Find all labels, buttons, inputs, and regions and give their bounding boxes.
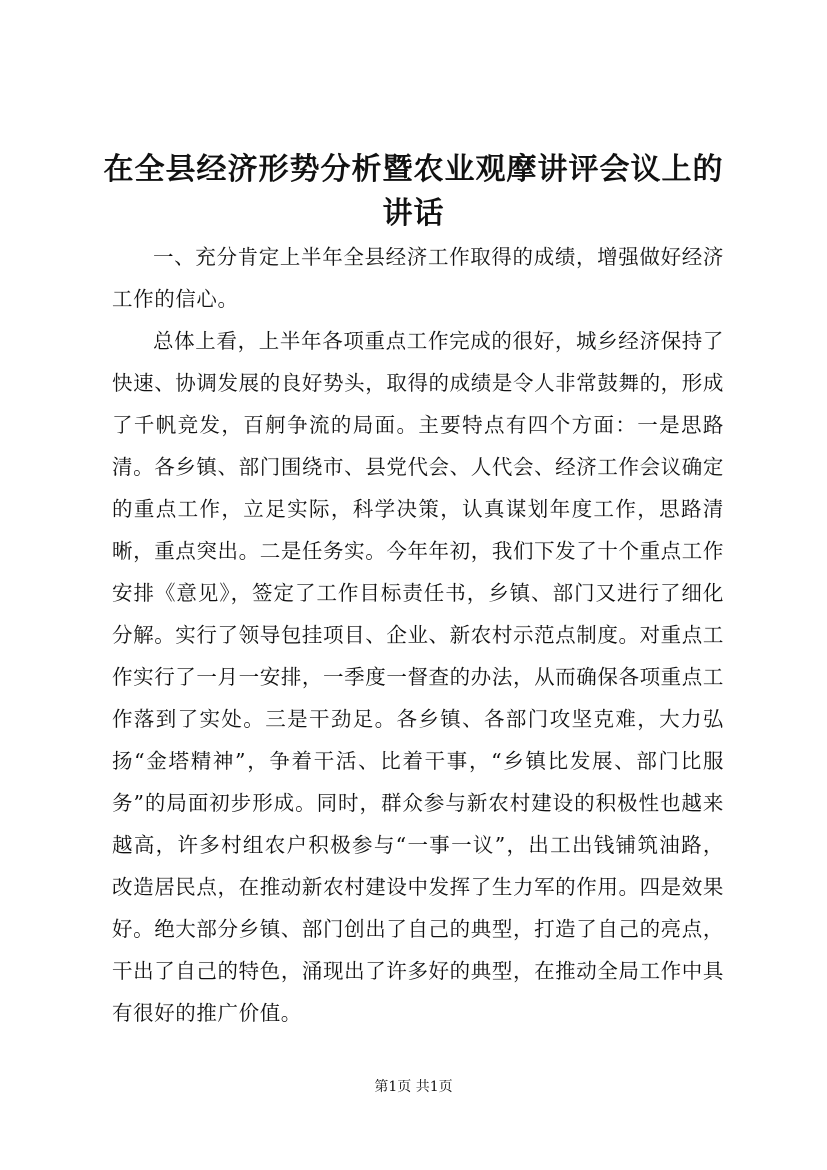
document-title: 在全县经济形势分析暨农业观摩讲评会议上的讲话	[103, 152, 724, 231]
page-number-footer: 第1页 共1页	[374, 1079, 453, 1095]
document-body	[112, 236, 724, 1034]
paragraph-body: 总体上看，上半年各项重点工作完成的很好，城乡经济保持了快速、协调发展的良好势头，取得的成绩是令人非常鼓舞的，形成了千帆竞发，百舸争流的局面。主要特点有四个方面：一是思路清。各乡镇、部门围绕市、县党代会、人代会、经济工作会议确定的重点工作，立足实际，科学决策，认真谋划年度工作，思路清晰，重点突出。二是任务实。今年年初，我们下发了十个重点工作安排《意见》，签定了工作目标责任书，乡镇、部门又进行了细化分解。实行了领导包挂项目、企业、新农村示范点制度。对重点工作实行了一月一安排，一季度一督查的办法，从而确保各项重点工作落到了实处。三是干劲足。各乡镇、各部门攻坚克难，大力弘扬“金塔精神”，争着干活、比着干事，“乡镇比发展、部门比服务”的局面初步形成。同时，群众参与新农村建设的积极性也越来越高，许多村组农户积极参与“一事一议”，出工出钱铺筑油路，改造居民点，在推动新农村建设中发挥了生力军的作用。四是效果好。绝大部分乡镇、部门创出了自己的典型，打造了自己的亮点，干出了自己的特色，涌现出了许多好的典型，在推动全局工作中具有很好的推广价值。	[112, 329, 724, 1025]
paragraph-heading: 一、充分肯定上半年全县经济工作取得的成绩，增强做好经济工作的信心。	[112, 245, 724, 311]
